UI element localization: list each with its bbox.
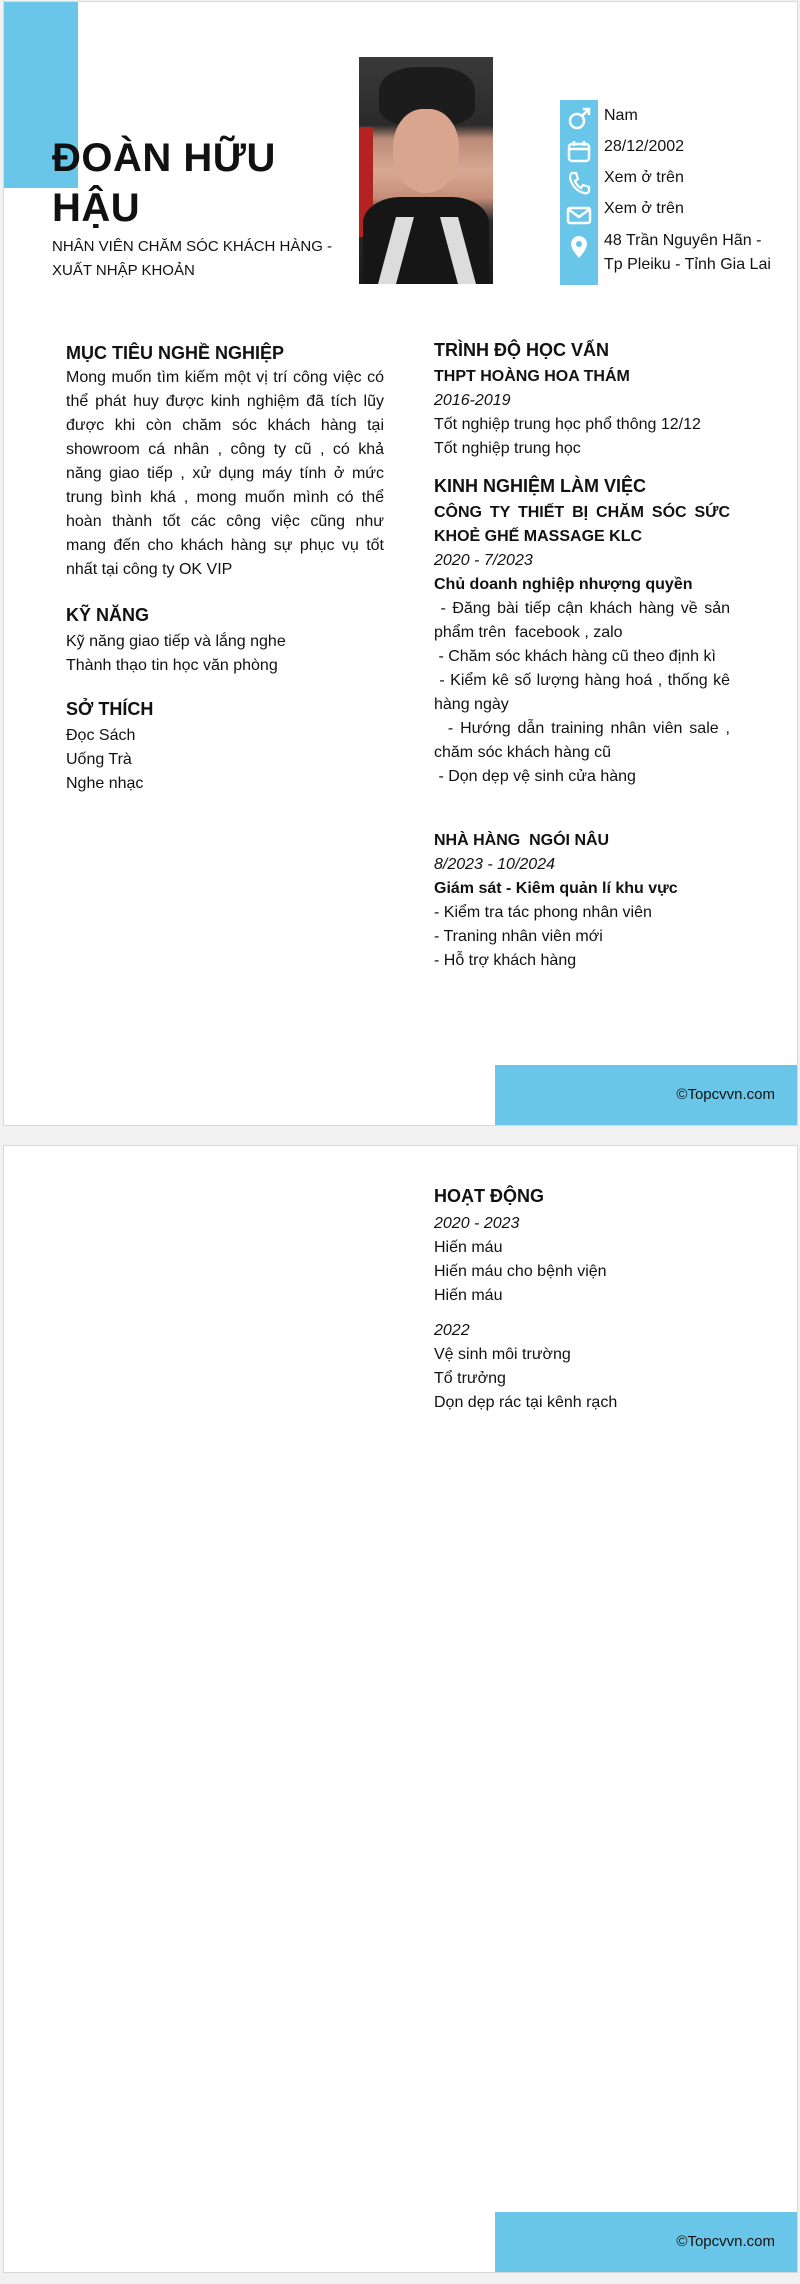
- resume-page-2: [3, 1145, 798, 2273]
- contact-icon-strip: [560, 100, 598, 285]
- skill-item: Kỹ năng giao tiếp và lắng nghe: [66, 633, 286, 650]
- activity-period: 2022: [434, 1322, 470, 1339]
- activities-title: HOẠT ĐỘNG: [434, 1186, 544, 1206]
- hobby-item: Uống Trà: [66, 751, 132, 768]
- activity-line: Tổ trưởng: [434, 1370, 506, 1387]
- activity-period: 2020 - 2023: [434, 1215, 520, 1232]
- activity-line: Dọn dẹp rác tại kênh rạch: [434, 1394, 618, 1411]
- profile-photo: [359, 57, 493, 284]
- education-school: THPT HOÀNG HOA THÁM: [434, 368, 630, 385]
- job-duty: - Hướng dẫn training nhân viên sale , chăm sóc khách hàng cũ: [434, 720, 735, 761]
- job-period: 2020 - 7/2023: [434, 552, 533, 569]
- career-goal-title: MỤC TIÊU NGHỀ NGHIỆP: [66, 343, 285, 363]
- contact-gender: Nam: [604, 107, 638, 124]
- education-period: 2016-2019: [434, 392, 511, 409]
- experience-title: KINH NGHIỆM LÀM VIỆC: [434, 476, 647, 496]
- email-icon: [564, 200, 594, 230]
- skill-item: Thành thạo tin học văn phòng: [66, 657, 278, 674]
- job-duty: - Chăm sóc khách hàng cũ theo định kì: [434, 648, 716, 665]
- footer-bar: [495, 2212, 797, 2272]
- job-company: NHÀ HÀNG NGÓI NÂU: [434, 832, 610, 849]
- education-line: Tốt nghiệp trung học phổ thông 12/12: [434, 416, 701, 433]
- job-role: Chủ doanh nghiệp nhượng quyền: [434, 576, 693, 593]
- job-duty: - Kiểm kê số lượng hàng hoá , thống kê hàng ngày: [434, 672, 735, 713]
- activity-line: Hiến máu cho bệnh viện: [434, 1263, 607, 1280]
- location-icon: [564, 232, 594, 262]
- contact-address: 48 Trần Nguyên Hãn - Tp Pleiku - Tỉnh Gia Lai: [604, 232, 771, 273]
- contact-phone: Xem ở trên: [604, 169, 684, 186]
- job-duty: - Kiểm tra tác phong nhân viên: [434, 904, 652, 921]
- activity-line: Hiến máu: [434, 1287, 503, 1304]
- resume-page-1: [3, 1, 798, 1126]
- footer-credit: ©Topcvvn.com: [676, 2233, 775, 2250]
- job-period: 8/2023 - 10/2024: [434, 856, 555, 873]
- hobby-item: Đọc Sách: [66, 727, 136, 744]
- job-role: Giám sát - Kiêm quản lí khu vực: [434, 880, 678, 897]
- footer-credit: ©Topcvvn.com: [676, 1086, 775, 1103]
- calendar-icon: [564, 136, 594, 166]
- contact-dob: 28/12/2002: [604, 138, 685, 155]
- activity-line: Hiến máu: [434, 1239, 503, 1256]
- skills-title: KỸ NĂNG: [66, 605, 150, 625]
- gender-icon: [564, 104, 594, 134]
- job-company: CÔNG TY THIẾT BỊ CHĂM SÓC SỨC KHOẺ GHẾ MASSAGE KLC: [434, 504, 730, 545]
- hobby-item: Nghe nhạc: [66, 775, 144, 792]
- job-duty: - Hỗ trợ khách hàng: [434, 952, 577, 969]
- contact-email: Xem ở trên: [604, 200, 684, 217]
- job-duty: - Traning nhân viên mới: [434, 928, 603, 945]
- footer-bar: [495, 1065, 797, 1125]
- education-line: Tốt nghiệp trung học: [434, 440, 581, 457]
- education-title: TRÌNH ĐỘ HỌC VẤN: [434, 340, 609, 360]
- career-goal-text: Mong muốn tìm kiếm một vị trí công việc có thể phát huy được kinh nghiệm đã tích lũy được khi còn chăm sóc khách hàng tại showroom cá nhân , công ty cũ , có khả năng giao tiếp , xử dụng máy tính ở mức trung bình khá , mong muốn mình có thể hoàn thành tốt các công việc cũng như mang đến cho khách hàng sự phục vụ tốt nhất tại công ty OK VIP: [66, 369, 384, 578]
- job-duty: - Dọn dẹp vệ sinh cửa hàng: [434, 768, 636, 785]
- candidate-name: ĐOÀN HỮU HẬU: [52, 136, 276, 230]
- hobbies-title: SỞ THÍCH: [66, 699, 154, 719]
- activity-line: Vệ sinh môi trường: [434, 1346, 571, 1363]
- job-duty: - Đăng bài tiếp cận khách hàng về sản phẩm trên facebook , zalo: [434, 600, 735, 641]
- job-title: NHÂN VIÊN CHĂM SÓC KHÁCH HÀNG - XUẤT NHẬP KHOẢN: [52, 238, 333, 279]
- phone-icon: [564, 168, 594, 198]
